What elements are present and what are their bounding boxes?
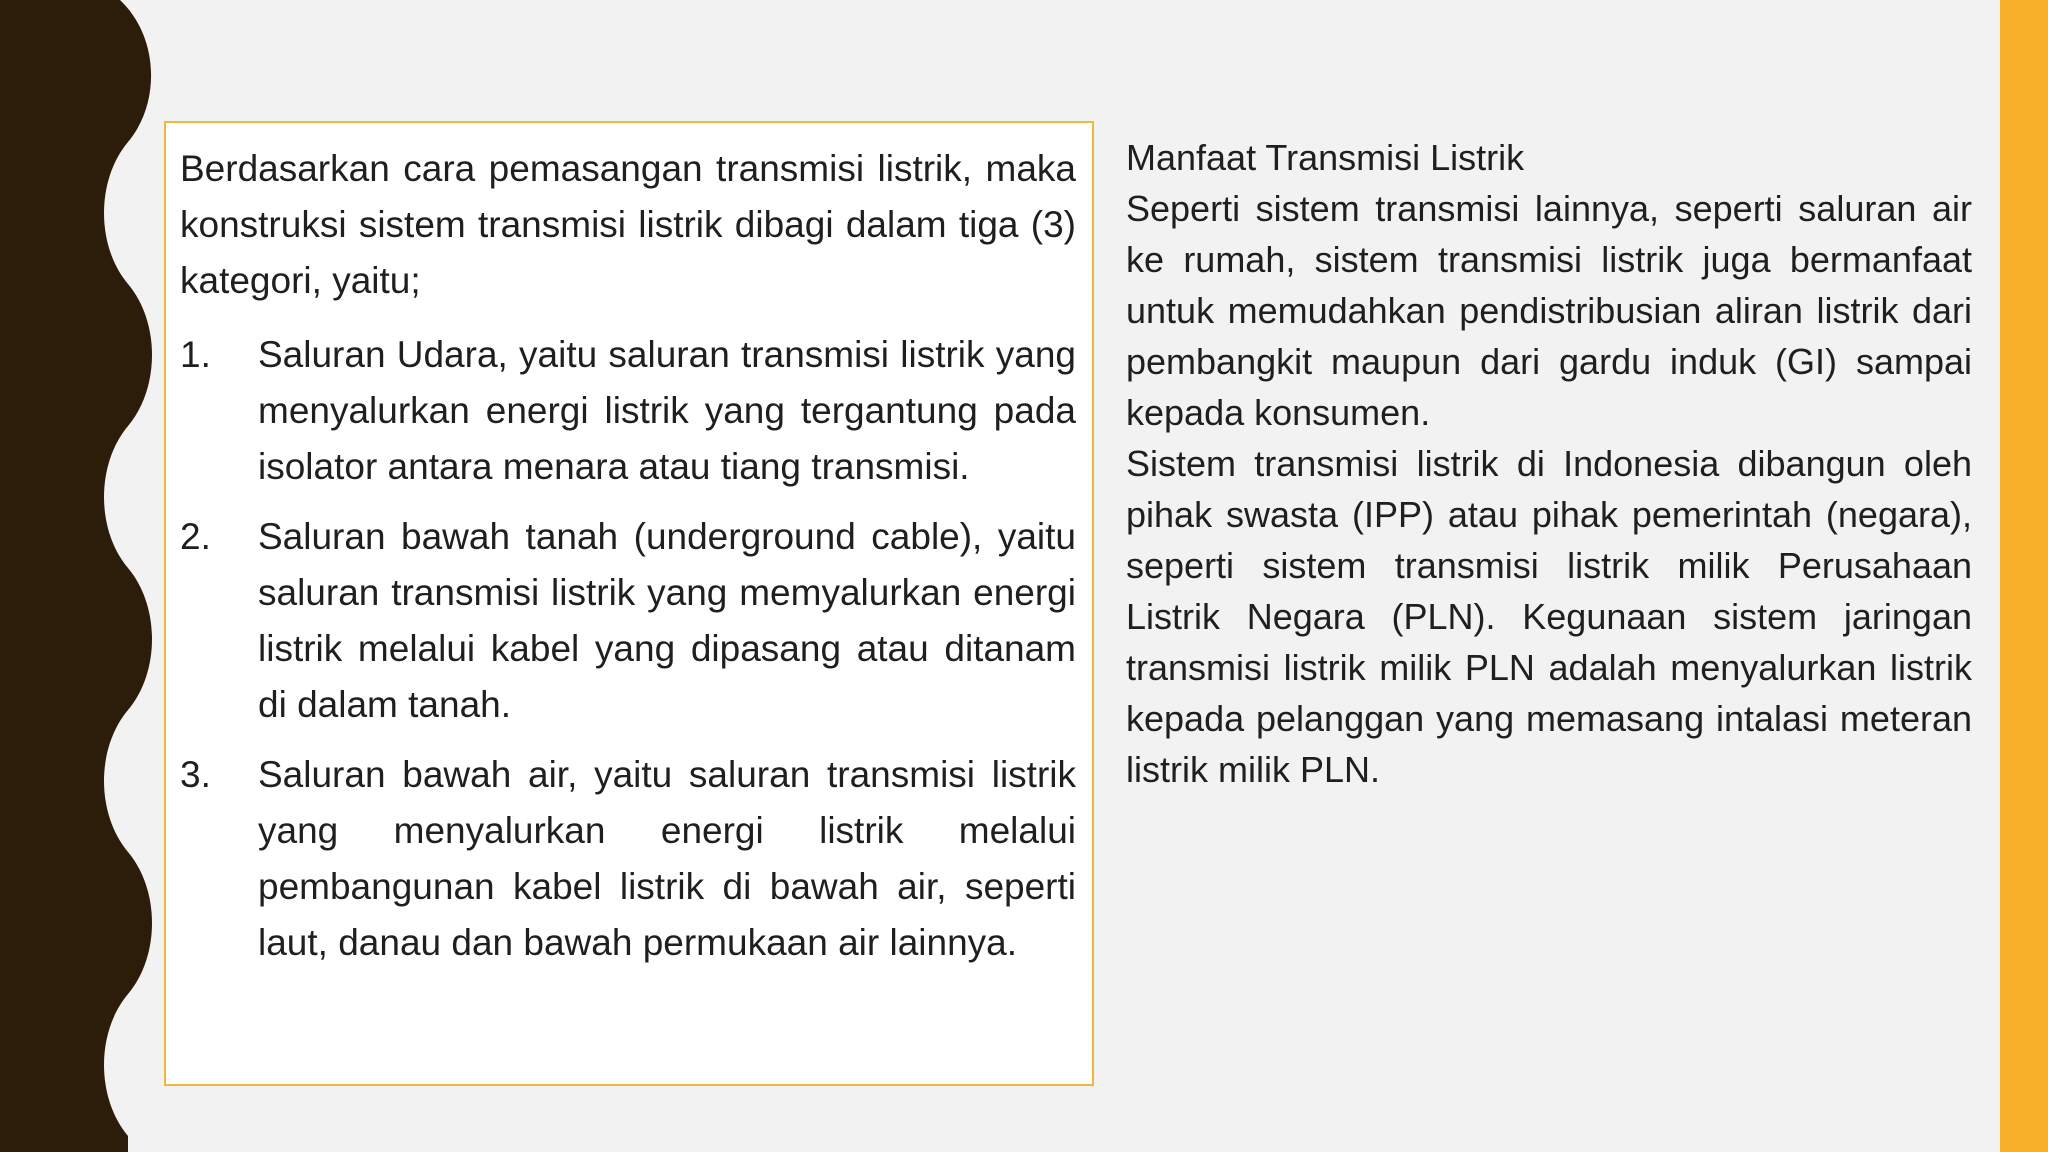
- list-item-text: Saluran Udara, yaitu saluran transmisi listrik yang menyalurkan energi listrik yang tergantung pada isolator antara menara atau tiang transmisi.: [258, 334, 1076, 487]
- list-number: 3.: [180, 754, 211, 795]
- section-title: Manfaat Transmisi Listrik: [1126, 137, 1525, 178]
- right-accent-bar: [2000, 0, 2048, 1152]
- benefits-paragraph-1: Seperti sistem transmisi lainnya, seperti saluran air ke rumah, sistem transmisi listrik juga bermanfaat untuk memudahkan pendistribusian aliran listrik dari pembangkit maupun dari gardu induk (GI) sampai kepada konsumen.: [1126, 188, 1972, 433]
- intro-paragraph: Berdasarkan cara pemasangan transmisi listrik, maka konstruksi sistem transmisi listrik dibagi dalam tiga (3) kategori, yaitu;: [180, 148, 1076, 301]
- list-item-3: [180, 747, 1076, 971]
- left-wave-decoration: [0, 0, 160, 1152]
- transmission-categories-box: [164, 121, 1094, 1086]
- list-item-1: [180, 327, 1076, 495]
- benefits-column: [1126, 132, 1972, 795]
- list-item-text: Saluran bawah tanah (underground cable), yaitu saluran transmisi listrik yang memyalurkan energi listrik melalui kabel yang dipasang atau ditanam di dalam tanah.: [258, 516, 1076, 725]
- list-item-text: Saluran bawah air, yaitu saluran transmisi listrik yang menyalurkan energi listrik melalui pembangunan kabel listrik di bawah air, seperti laut, danau dan bawah permukaan air lainnya.: [258, 754, 1076, 963]
- list-number: 2.: [180, 516, 211, 557]
- list-number: 1.: [180, 334, 211, 375]
- benefits-paragraph-2: Sistem transmisi listrik di Indonesia dibangun oleh pihak swasta (IPP) atau pihak pemerintah (negara), seperti sistem transmisi listrik milik Perusahaan Listrik Negara (PLN). Kegunaan sistem jaringan transmisi listrik milik PLN adalah menyalurkan listrik kepada pelanggan yang memasang intalasi meteran listrik milik PLN.: [1126, 443, 1972, 790]
- category-list: [180, 327, 1076, 971]
- list-item-2: [180, 509, 1076, 733]
